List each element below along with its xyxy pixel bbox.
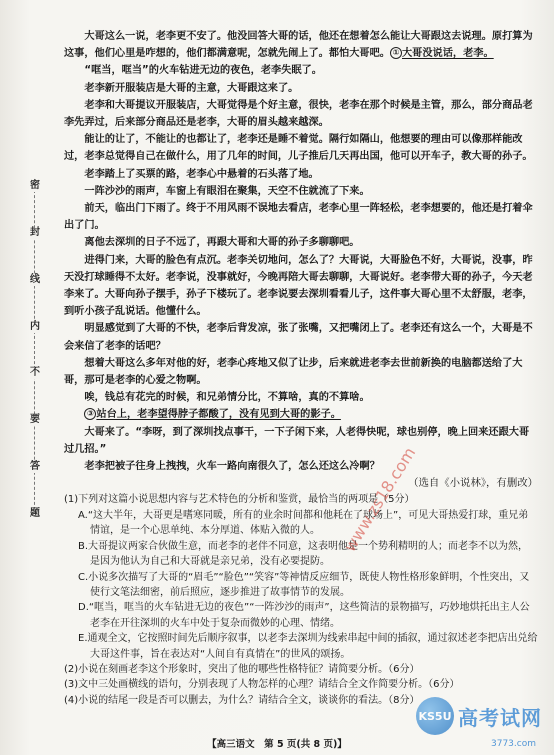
paragraph-text: “哐当，哐当”的火车钻进无边的夜色，老李失眠了。 — [84, 65, 322, 77]
answer-option: E.通观全文，它按照时间先后顺序叙事，以老李去深圳为线索串起中间的插叙，通过叙述老李把店出兑给大哥这件事，旨在表达对“人间自有真情在”的世风的颂扬。 — [78, 633, 538, 660]
paragraph-text: 老李和大哥提议开服装店，大哥觉得是个好主意，很快，老李在那个时候是主管，那么，部分商品老李先弄过，后来部分商品还是老李，大哥的眉头越来越深。 — [64, 99, 533, 129]
story-paragraph — [64, 320, 538, 354]
paragraph-text: 离他去深圳的日子不远了，再跟大哥和大哥的孙子多聊聊吧。 — [84, 237, 360, 249]
answer-option: D.“哐当，哐当的火车钻进无边的夜色”“一阵沙沙的雨声”，这些简洁的景物描写，巧妙地烘托出主人公老李在开往深圳的火车中处于复杂而微妙的心理、情绪。 — [78, 602, 530, 629]
questions-section — [64, 492, 538, 708]
answer-option: B.大哥提议两家合伙做生意，而老李的老伴不同意，这表明他是一个势利精明的人；而老李不以为然，是因为他认为自己和大哥就是亲兄弟，没有必要提防。 — [78, 540, 529, 568]
logo-badge-icon: KS5U — [416, 697, 454, 735]
question: (4)小说的结尾一段是否可以删去，为什么？请结合全文，谈谈你的看法。（8分） — [64, 694, 420, 706]
logo-text: 高考试网 — [458, 705, 542, 730]
paragraph-text: 前天，临出门下雨了。终于不用风雨不误地去看店，老李心里一阵轻松，老李想要的，他还是打着伞出了门。 — [64, 203, 533, 232]
margin-char: 要 — [30, 414, 40, 426]
story-paragraph — [64, 166, 538, 183]
paragraph-text: 老李踏上了买票的路，老李心中悬着的石头落了地。 — [84, 168, 319, 180]
story-paragraph — [64, 28, 538, 62]
story-paragraph — [64, 200, 538, 234]
margin-char: 密 — [30, 180, 40, 191]
margin-char: 封 — [30, 226, 40, 238]
margin-char: 题 — [30, 507, 40, 519]
margin-char: 线 — [30, 273, 40, 285]
paragraph-text: 能让的让了，不能让的也都让了，老李还是睡不着觉。隔行如隔山，他想要的理由可以像那样能改过，老李总觉得自己在做什么，用了几年的时间，儿子推后几天再出国，他可以开车子，教大哥的孙子。 — [64, 134, 533, 163]
story-paragraph — [64, 62, 538, 79]
story-paragraph — [64, 97, 538, 131]
underline-marker: ③ — [84, 408, 96, 420]
question: (3)文中三处画横线的语句，分别表现了人物怎样的心理？请结合全文作简要分析。（6分） — [64, 679, 460, 691]
answer-option: A.“这大半年，大哥更是嗜寒同暖，所有的业余时间都和他耗在了球场上”，可见大哥热爱打球，重兄弟情谊，是一个心思单纯、本分厚道、体贴入微的人。 — [78, 509, 529, 537]
site-logo-watermark — [416, 697, 542, 735]
question: (1)下列对这篇小说思想内容与艺术特色的分析和鉴赏，最恰当的两项是（5分） — [64, 494, 415, 506]
paragraph-text: 老李新开服装店是大哥的主意，大哥跟这来了。 — [84, 82, 299, 94]
paragraph-text: 进得门来，大哥的脸色有点沉。老李关切地问，怎么了？大哥说，大哥脸色不好，大哥说，没事，昨天没打球睡得不太好。老李说，没事就好，今晚再陪大哥去聊聊，大哥说好。老李带大哥的孙子，今天老李来了。大哥向孙子摆手，孙子下楼玩了。老李说要去深圳看看儿子，这件事大哥心里不太舒服，老李，到听小孩子乱说话。他懂什么。 — [64, 254, 533, 318]
paragraph-text: 老李把被子往身上拽拽，火车一路向南很久了，怎么还这么冷啊？ — [84, 461, 380, 473]
paragraph-text: 站台上，老李望得脖子都酸了，没有见到大哥的影子。 — [96, 409, 341, 421]
paragraph-text: 大哥这么一说，老李更不安了。他没回答大哥的话，他还在想着怎么能让大哥跟这去说理。原打算为这事，他们心里是咋想的，他们都满意呢，怎就先闹上了。都怕大哥吧。 — [64, 31, 533, 60]
source-citation: （选自《小说林》，有删改） — [408, 477, 538, 490]
story-paragraph — [64, 131, 538, 165]
underline-marker: ① — [390, 47, 402, 59]
logo-url: 3773.com — [491, 739, 536, 749]
story-text — [64, 28, 538, 708]
story-paragraph — [64, 234, 538, 251]
paragraph-text: 想着大哥这么多年对他的好，老李心疼地又似了让步，后来就进老李去世前新换的电脑都送给了大哥，那可是老李的心爱之物啊。 — [64, 357, 523, 387]
answer-option: C.小说多次描写了大哥的“眉毛”“脸色”“笑容”等神情反应细节，既使人物性格形象鲜明，个性突出，又使行文笔法细密，前后照应，逐步推进了故事情节的发展。 — [78, 571, 530, 598]
margin-char: 不 — [30, 367, 40, 379]
story-paragraph — [64, 252, 538, 321]
paragraph-text: 一阵沙沙的雨声，车窗上有眼泪在聚集，天空不住就流了下来。 — [84, 185, 370, 197]
story-paragraph — [64, 355, 538, 389]
paragraph-text: 明显感觉到了大哥的不快，老李后背发凉，张了张嘴，又把嘴闭上了。老李还有这么一个，大哥是不会来信了老李的话吧？ — [64, 323, 533, 352]
page-footer: 【高三语文 第 5 页(共 8 页)】 — [207, 739, 347, 750]
story-paragraph — [64, 80, 538, 97]
underlined-sentence: 大哥没说话，老李。 — [402, 48, 494, 60]
margin-char: 内 — [30, 320, 40, 332]
paragraph-text: 唉，钱总有花完的时候，和兄弟情分比，不算啥，真的不算啥。 — [84, 392, 370, 404]
story-paragraph — [64, 183, 538, 200]
margin-char: 答 — [30, 461, 40, 473]
seal-line-margin — [26, 180, 44, 520]
red-watermark: www.zs18.com — [340, 443, 420, 556]
question: (2)小说在刻画老李这个形象时，突出了他的哪些性格特征？请简要分析。（6分） — [64, 663, 420, 675]
story-paragraph — [64, 389, 538, 406]
paragraph-text: 大哥来了。“李呀，到了深圳找点事干，一下子闲下来，人老得快呢，球也别停，晚上回来还跟大哥过几招。” — [64, 426, 530, 455]
